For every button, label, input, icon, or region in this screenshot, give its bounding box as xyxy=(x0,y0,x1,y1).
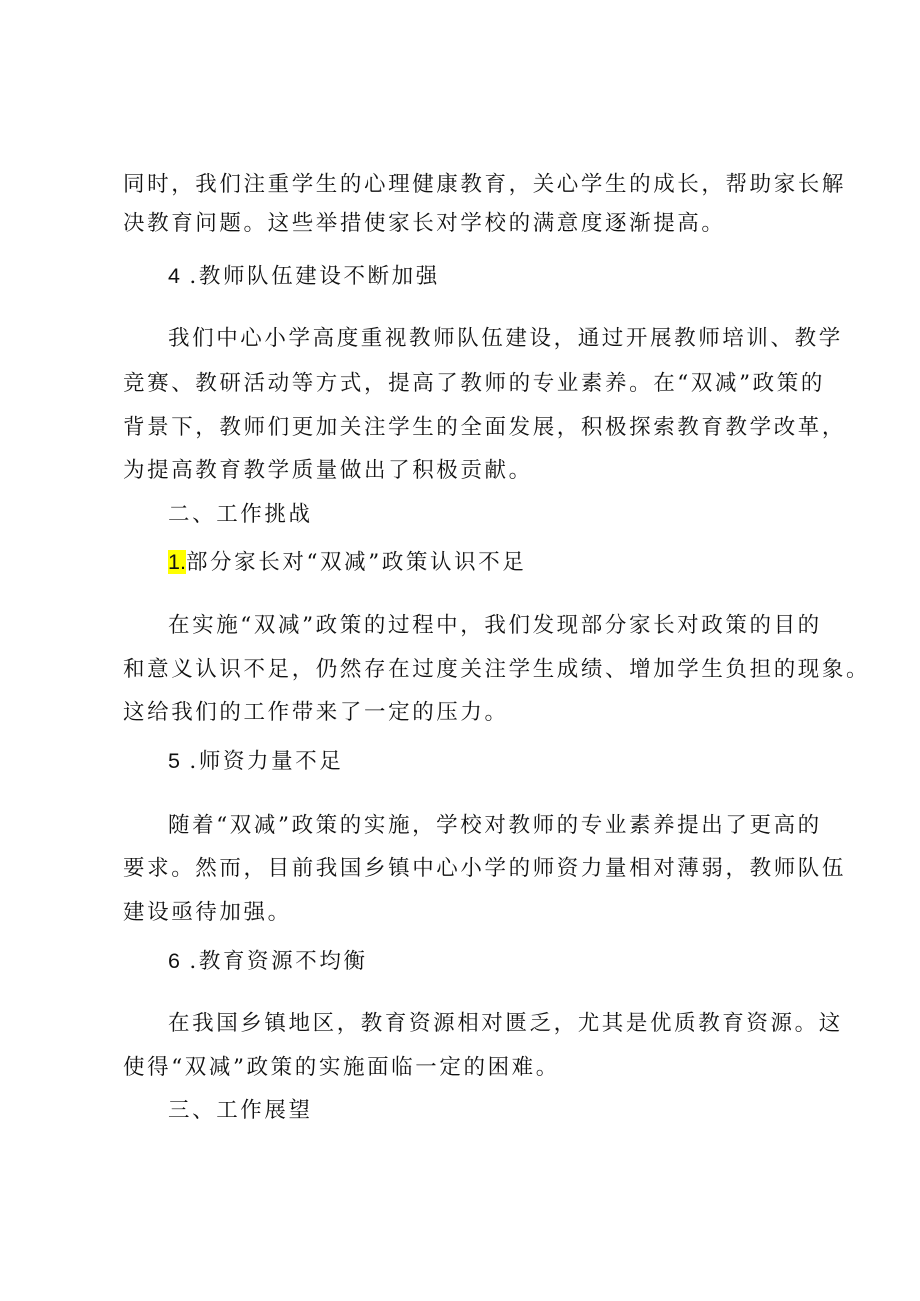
paragraph-line: 在实施“双减”政策的过程中，我们发现部分家长对政策的目的 xyxy=(168,613,822,638)
paragraph-line: 为提高教育教学质量做出了积极贡献。 xyxy=(123,458,533,483)
subheading-number: 6 xyxy=(168,949,180,973)
paragraph-line: 建设亟待加强。 xyxy=(123,900,292,925)
paragraph-line: 和意义认识不足，仍然存在过度关注学生成绩、增加学生负担的现象。 xyxy=(123,657,871,682)
paragraph-line: 这给我们的工作带来了一定的压力。 xyxy=(123,700,509,725)
subheading-text: .教师队伍建设不断加强 xyxy=(189,264,440,289)
subheading-number: 5 xyxy=(168,749,180,773)
subheading-6 xyxy=(168,938,813,985)
paragraph-line: 我们中心小学高度重视教师队伍建设，通过开展教师培训、教学 xyxy=(168,326,843,351)
highlighted-number: 1. xyxy=(168,550,186,574)
paragraph-line: 使得“双减”政策的实施面临一定的困难。 xyxy=(123,1055,560,1080)
section-heading: 二、工作挑战 xyxy=(168,502,313,527)
paragraph-line: 同时，我们注重学生的心理健康教育，关心学生的成长，帮助家长解 xyxy=(123,172,847,197)
paragraph-line: 在我国乡镇地区，教育资源相对匮乏，尤其是优质教育资源。这 xyxy=(168,1011,843,1036)
subheading-number: 4 xyxy=(168,264,180,288)
paragraph-line: 要求。然而，目前我国乡镇中心小学的师资力量相对薄弱，教师队伍 xyxy=(123,856,847,881)
paragraph-line: 背景下，教师们更加关注学生的全面发展，积极探索教育教学改革， xyxy=(123,415,847,440)
subheading-4 xyxy=(168,253,813,300)
subheading-text: .师资力量不足 xyxy=(189,749,344,774)
section-heading: 三、工作展望 xyxy=(168,1098,313,1123)
subheading-text: .教育资源不均衡 xyxy=(189,949,368,974)
subheading-text: 部分家长对“双减”政策认识不足 xyxy=(185,550,527,575)
paragraph-line: 随着“双减”政策的实施，学校对教师的专业素养提出了更高的 xyxy=(168,813,822,838)
paragraph-line: 决教育问题。这些举措使家长对学校的满意度逐渐提高。 xyxy=(123,211,726,236)
paragraph-line: 竞赛、教研活动等方式，提高了教师的专业素养。在“双减”政策的 xyxy=(123,371,825,396)
subheading-1 xyxy=(168,539,813,586)
subheading-5 xyxy=(168,738,813,785)
